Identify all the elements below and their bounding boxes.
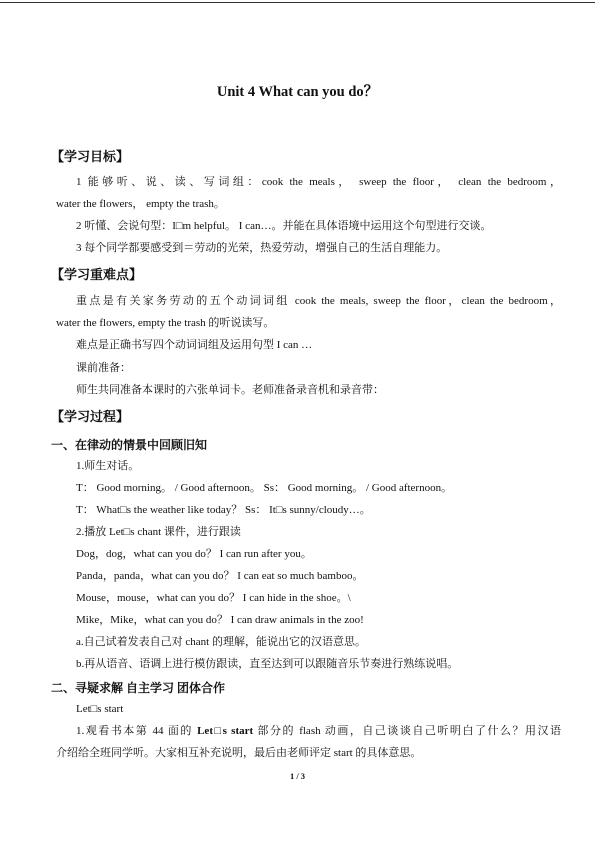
section-heading-goals: 【学习目标】 bbox=[51, 149, 130, 164]
goal-line-1a: 1 能够听、说、读、写词组：cook the meals， sweep the floor， clean the bedroom， bbox=[76, 176, 561, 188]
difficulty-line-1b: water the flowers, empty the trash 的听说读写。 bbox=[56, 317, 275, 329]
part-one-line-4: 2.播放 Let□s chant 课件，进行跟读 bbox=[76, 526, 241, 538]
part-one-line-a: a.自己试着发表自己对 chant 的理解，能说出它的汉语意思。 bbox=[76, 636, 366, 648]
part-one-line-3: T： What□s the weather like today？ Ss： It□s sunny/cloudy…。 bbox=[76, 504, 371, 516]
page-number: 1 / 3 bbox=[289, 771, 306, 781]
part-one-line-b: b.再从语音、语调上进行模仿跟读，直至达到可以跟随音乐节奏进行熟练说唱。 bbox=[76, 658, 459, 670]
part-one-line-2: T： Good morning。 / Good afternoon。 Ss： Good morning。 / Good afternoon。 bbox=[76, 482, 453, 494]
chant-line-2: Panda，panda，what can you do？ I can eat so much bamboo。 bbox=[76, 570, 364, 582]
goal-line-2: 2 听懂、会说句型：I□m helpful。 I can…。并能在具体语境中运用这个句型进行交谈。 bbox=[76, 220, 492, 232]
preparation-text: 师生共同准备本课时的六张单词卡。老师准备录音机和录音带： bbox=[76, 384, 384, 396]
page-title: Unit 4 What can you do？ bbox=[216, 84, 379, 100]
part-one-line-1: 1.师生对话。 bbox=[76, 460, 140, 472]
part-two-heading: 二、寻疑求解 自主学习 团体合作 bbox=[51, 681, 226, 695]
part-one-heading: 一、在律动的情景中回顾旧知 bbox=[51, 438, 208, 452]
goal-line-3: 3 每个同学都要感受到＝劳动的光荣，热爱劳动，增强自己的生活自理能力。 bbox=[76, 242, 448, 254]
difficulty-line-1a: 重点是有关家务劳动的五个动词词组 cook the meals, sweep the floor，clean the bedroom， bbox=[76, 295, 561, 307]
chant-line-1: Dog，dog，what can you do？ I can run after you。 bbox=[76, 548, 312, 560]
preparation-label: 课前准备： bbox=[76, 362, 131, 374]
chant-line-4: Mike，Mike，what can you do？ I can draw animals in the zoo! bbox=[76, 614, 364, 626]
chant-line-3: Mouse，mouse，what can you do？ I can hide in the shoe。\ bbox=[76, 592, 351, 604]
part-two-line-2a-pre: 1.观看书本第 44 面的 bbox=[76, 725, 198, 737]
section-heading-difficulty: 【学习重难点】 bbox=[51, 267, 143, 282]
part-two-line-2a-bold: Let□s start bbox=[197, 725, 254, 737]
part-two-line-2a-post: 部分的 flash 动画，自己谈谈自己听明白了什么？用汉语 bbox=[253, 725, 562, 737]
section-heading-process: 【学习过程】 bbox=[51, 409, 130, 424]
goal-line-1b: water the flowers， empty the trash。 bbox=[56, 198, 225, 210]
part-two-line-1: Let□s start bbox=[76, 703, 124, 715]
part-two-line-2b: 介绍给全班同学听。大家相互补充说明，最后由老师评定 start 的具体意思。 bbox=[56, 747, 422, 759]
difficulty-line-2: 难点是正确书写四个动词词组及运用句型 I can … bbox=[76, 339, 313, 351]
part-two-line-2a bbox=[76, 724, 561, 738]
top-rule bbox=[0, 2, 595, 3]
